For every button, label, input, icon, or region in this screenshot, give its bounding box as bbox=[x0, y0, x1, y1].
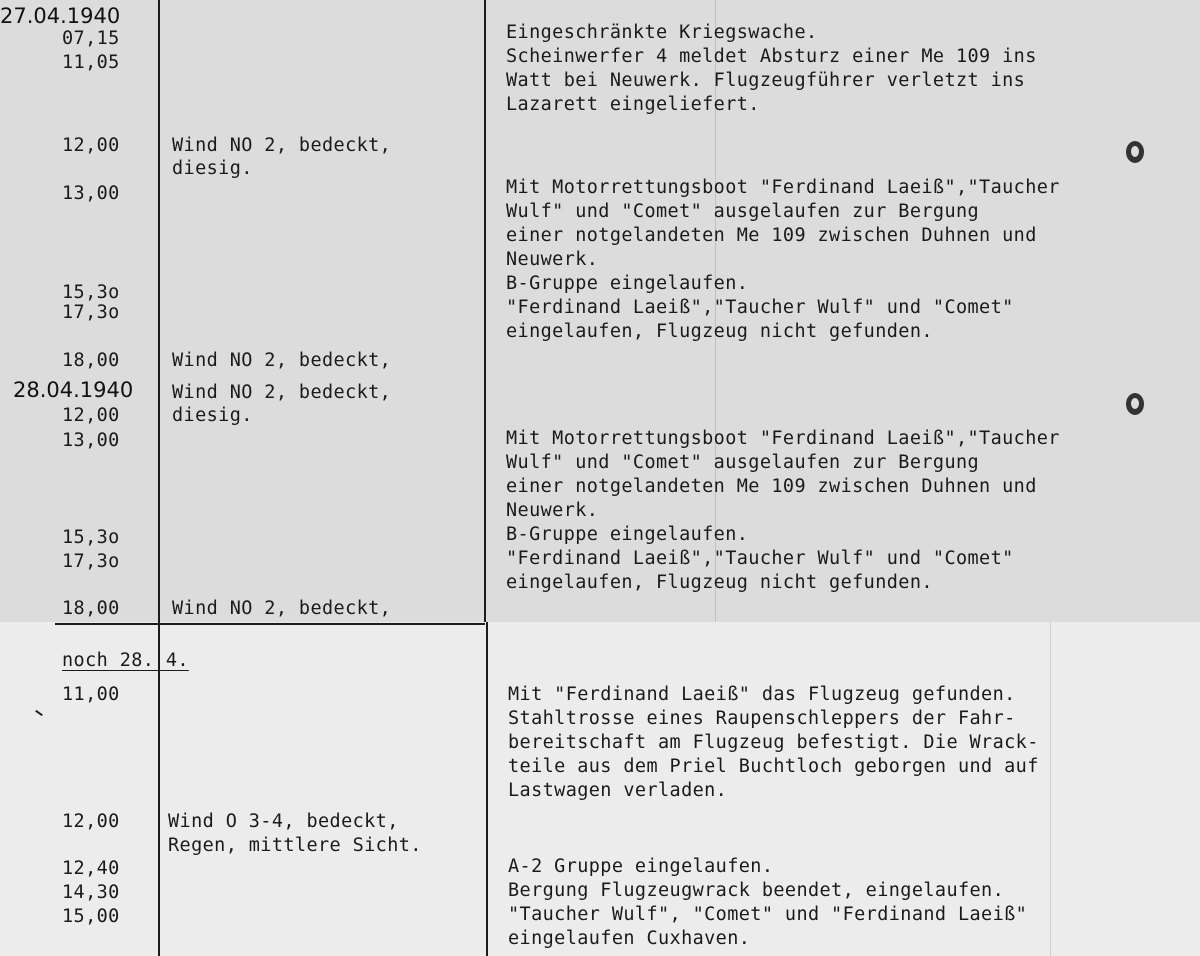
log-entry-line: eingelaufen, Flugzeug nicht gefunden. bbox=[506, 321, 933, 342]
log-entry-line: Stahltrosse eines Raupenschleppers der Fahr- bbox=[508, 708, 1016, 729]
log-entry-line: Lazarett eingeliefert. bbox=[506, 94, 760, 115]
time-label: 12,40 bbox=[62, 858, 120, 879]
log-entry-line: "Taucher Wulf", "Comet" und "Ferdinand Laeiß" bbox=[508, 904, 1028, 925]
weather-note: Wind NO 2, bedeckt, bbox=[172, 598, 392, 619]
log-entry-line: Bergung Flugzeugwrack beendet, eingelaufen. bbox=[508, 880, 1005, 901]
log-entry-line: Neuwerk. bbox=[506, 249, 599, 270]
time-label: 13,00 bbox=[62, 430, 120, 451]
time-label: 15,3o bbox=[62, 282, 120, 303]
time-label: 12,00 bbox=[62, 135, 120, 156]
time-label: 15,00 bbox=[62, 906, 120, 927]
time-label: 18,00 bbox=[62, 598, 120, 619]
log-entry-line: Mit "Ferdinand Laeiß" das Flugzeug gefunden. bbox=[508, 684, 1016, 705]
time-label: 11,05 bbox=[62, 52, 120, 73]
time-label: 18,00 bbox=[62, 350, 120, 371]
log-entry-line: Lastwagen verladen. bbox=[508, 780, 728, 801]
log-entry-line: B-Gruppe eingelaufen. bbox=[506, 273, 749, 294]
time-label: 14,30 bbox=[62, 882, 120, 903]
section-divider bbox=[55, 623, 485, 625]
log-entry-line: Wulf" und "Comet" ausgelaufen zur Bergung bbox=[506, 201, 980, 222]
log-entry-line: einer notgelandeten Me 109 zwischen Duhnen und bbox=[506, 225, 1037, 246]
time-label: 13,00 bbox=[62, 183, 120, 204]
column-rule-1 bbox=[158, 0, 160, 622]
log-entry-line: Neuwerk. bbox=[506, 500, 599, 521]
log-entry-line: eingelaufen Cuxhaven. bbox=[508, 928, 751, 949]
log-entry-line: A-2 Gruppe eingelaufen. bbox=[508, 856, 774, 877]
time-label: 12,00 bbox=[62, 405, 120, 426]
log-entry-line: "Ferdinand Laeiß","Taucher Wulf" und "Comet" bbox=[506, 548, 1014, 569]
time-label: 12,00 bbox=[62, 811, 120, 832]
log-entry-line: Eingeschränkte Kriegswache. bbox=[506, 22, 818, 43]
log-entry-line: Wulf" und "Comet" ausgelaufen zur Bergung bbox=[506, 452, 980, 473]
log-entry-line: Scheinwerfer 4 meldet Absturz einer Me 109 ins bbox=[506, 46, 1037, 67]
log-entry-line: Mit Motorrettungsboot "Ferdinand Laeiß","Taucher bbox=[506, 428, 1060, 449]
time-label: 17,3o bbox=[62, 551, 120, 572]
log-entry-line: Mit Motorrettungsboot "Ferdinand Laeiß","Taucher bbox=[506, 177, 1060, 198]
log-entry-line: B-Gruppe eingelaufen. bbox=[506, 524, 749, 545]
ink-blot-icon bbox=[1126, 393, 1144, 415]
entry-date: 27.04.1940 bbox=[0, 4, 121, 28]
log-entry-line: Watt bei Neuwerk. Flugzeugführer verletzt ins bbox=[506, 70, 1026, 91]
weather-note: Wind O 3-4, bedeckt, bbox=[168, 811, 399, 832]
weather-note: diesig. bbox=[172, 405, 253, 426]
weather-note: diesig. bbox=[172, 158, 253, 179]
weather-note: Wind NO 2, bedeckt, bbox=[172, 382, 392, 403]
entry-date: 28.04.1940 bbox=[13, 378, 134, 402]
log-entry-line: "Ferdinand Laeiß","Taucher Wulf" und "Comet" bbox=[506, 297, 1014, 318]
column-rule-2 bbox=[484, 0, 486, 622]
log-entry-line: eingelaufen, Flugzeug nicht gefunden. bbox=[506, 572, 933, 593]
time-label: 07,15 bbox=[62, 28, 120, 49]
time-label: 15,3o bbox=[62, 527, 120, 548]
weather-note: Regen, mittlere Sicht. bbox=[168, 835, 422, 856]
section-header: noch 28. 4. bbox=[62, 650, 189, 671]
ink-blot-icon bbox=[1126, 141, 1144, 163]
weather-note: Wind NO 2, bedeckt, bbox=[172, 350, 392, 371]
column-rule-1-lower bbox=[158, 622, 160, 956]
log-entry-line: bereitschaft am Flugzeug befestigt. Die Wrack- bbox=[508, 732, 1039, 753]
column-rule-2-lower bbox=[486, 622, 488, 956]
log-entry-line: teile aus dem Priel Buchtloch geborgen und auf bbox=[508, 756, 1039, 777]
time-label: 17,3o bbox=[62, 302, 120, 323]
log-entry-line: einer notgelandeten Me 109 zwischen Duhnen und bbox=[506, 476, 1037, 497]
weather-note: Wind NO 2, bedeckt, bbox=[172, 135, 392, 156]
time-label: 11,00 bbox=[62, 684, 120, 705]
